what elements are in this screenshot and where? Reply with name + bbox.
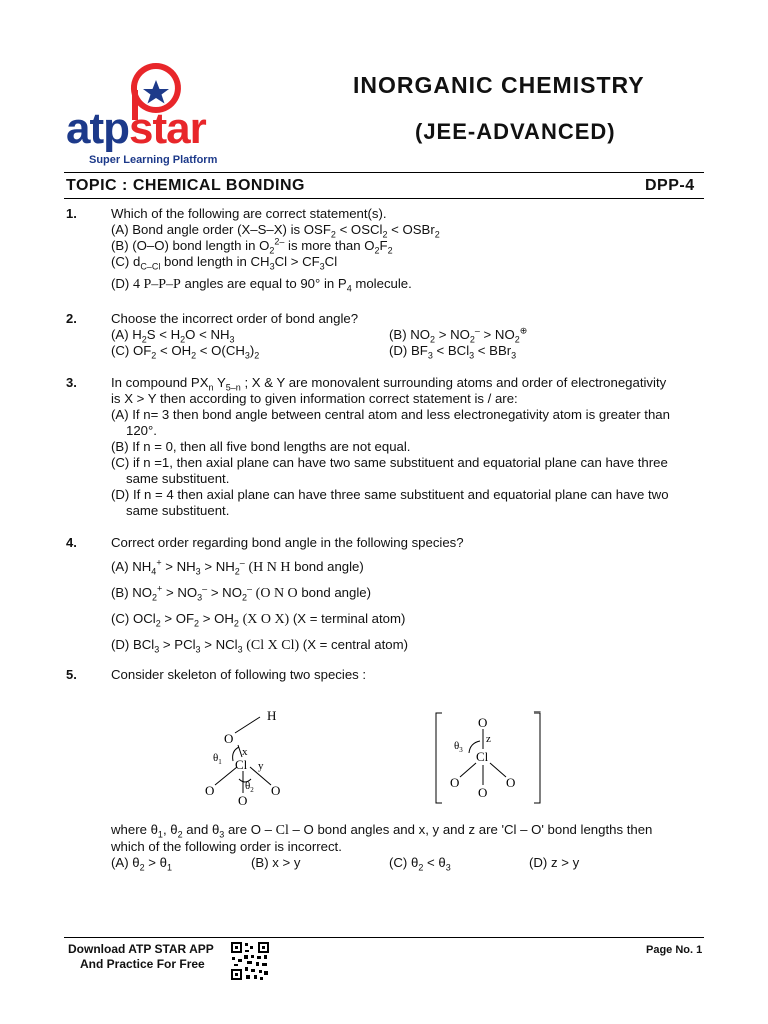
atom-label: H <box>267 708 277 723</box>
question-4 <box>111 535 711 654</box>
question-2 <box>111 311 711 359</box>
atom-label: O <box>238 793 248 808</box>
question-number: 1. <box>66 206 77 221</box>
option-d: (D) 4 P–P–P angles are equal to 90° in $P_4$ molecule. <box>111 276 412 294</box>
question-number: 4. <box>66 535 77 550</box>
option-c: (C) $d_{C-Cl}$ bond length in $CH_3Cl > CF_3Cl$ <box>111 254 338 272</box>
option-d: (D) $BF_3 < BCl_3 < BBr_3$ <box>389 343 517 361</box>
option-d: (D) If n = 4 then axial plane can have three same substituent and equatorial plane can have two <box>111 487 669 502</box>
atom-label: O <box>478 785 488 800</box>
bond-label: x <box>242 746 248 758</box>
footer-download: Download ATP STAR APP <box>68 942 214 956</box>
bond-label: y <box>258 760 264 772</box>
divider <box>64 172 704 173</box>
option-a: (A) Bond angle order (X–S–X) is $OSF_2$ < OSCl$_2$ < OSBr$_2$ <box>111 222 440 240</box>
option-a: (A) If n= 3 then bond angle between central atom and less electronegativity atom is greater than <box>111 407 670 422</box>
question-1 <box>111 206 711 293</box>
question-5-text: where $\theta_1$, $\theta_2$ and $\theta_3$ are O – Cl – O bond angles and x, y and z are 'Cl – O' bond lengths then which of the following order is incorrect. (A) $\theta_2 > \theta_1$ (B) x > y (C) $\theta_2 < \theta_3$ (D) z > y <box>111 822 653 873</box>
structure-diagram-1 <box>195 705 315 810</box>
bond-label: z <box>486 733 491 745</box>
question-number: 2. <box>66 311 77 326</box>
question-3: In compound $PX_n$ $Y_{5-n}$ ; X & Y are monovalent surrounding atoms and order of electronegativity is X > Y then according to given information correct statement is / are: (A) If n= 3 then bond angle between central atom and less electronegativity atom is greater than 120°. (B) If n = 0, then all five bond lengths are not equal. (C) if n =1, then axial plane can have two same substituent and equatorial plane can have three same substituent. (D) If n = 4 then axial plane can have three same substituent and equatorial plane can have two same substituent. <box>111 375 711 519</box>
angle-label: $\theta_3$ <box>454 740 463 754</box>
atom-label: O <box>478 715 488 730</box>
option-b: (B) x > y <box>251 855 301 870</box>
option-c: (C) $\theta_2 < \theta_3$ <box>389 855 451 873</box>
option-b: (B) $NO_2^+ > NO_3^- > NO_2^-$ (O N O bond angle) <box>111 583 371 603</box>
option-d: (D) BCl$_3$ > PCl$_3$ > NCl$_3$ (Cl X Cl) (X = central atom) <box>111 637 408 655</box>
option-b: (B) $NO_2 > NO_2^- > NO_2^\oplus$ <box>389 325 528 345</box>
question-number: 5. <box>66 667 77 682</box>
logo <box>66 62 246 170</box>
option-a: (A) $NH_4^+ > NH_3 > NH_2^-$ (H N H bond angle) <box>111 557 364 577</box>
atom-label: O <box>271 783 281 798</box>
logo-text-star: star <box>129 104 206 153</box>
atom-label: O <box>450 775 460 790</box>
page-title: INORGANIC CHEMISTRY <box>353 72 645 98</box>
option-b: (B) If n = 0, then all five bond lengths are not equal. <box>111 439 411 454</box>
atom-label: O <box>205 783 215 798</box>
question-number: 3. <box>66 375 77 390</box>
option-c: (C) if n =1, then axial plane can have two same substituent and equatorial plane can have three <box>111 455 668 470</box>
logo-tagline: Super Learning Platform <box>89 154 218 166</box>
option-c: (C) $OCl_2 > OF_2 > OH_2$ (X O X) (X = terminal atom) <box>111 611 406 629</box>
question-stem: Which of the following are correct statement(s). <box>111 206 387 221</box>
option-b: (B) (O–O) bond length in $O_2^{2-}$ is more than $O_2F_2$ <box>111 236 393 256</box>
atom-label: Cl <box>476 749 489 764</box>
question-stem: Correct order regarding bond angle in the following species? <box>111 535 464 550</box>
atom-label: O <box>224 731 234 746</box>
atom-label: Cl <box>235 757 248 772</box>
option-a: (A) $H_2S < H_2O < NH_3$ <box>111 327 235 345</box>
option-d: (D) z > y <box>529 855 580 870</box>
question-stem: Choose the incorrect order of bond angle? <box>111 311 359 326</box>
angle-label: $\theta_2$ <box>245 780 254 794</box>
charge-label: – <box>534 705 541 718</box>
question-stem: Consider skeleton of following two species : <box>111 667 367 682</box>
qr-code-icon <box>230 941 270 981</box>
structure-diagram-2 <box>432 705 552 810</box>
footer-practice: And Practice For Free <box>80 957 205 971</box>
question-stem: In compound $PX_n$ $Y_{5-n}$ ; X & Y are monovalent surrounding atoms and order of electronegativity <box>111 375 667 393</box>
dpp-label: DPP-4 <box>645 177 695 194</box>
atom-label: O <box>506 775 516 790</box>
angle-label: $\theta_1$ <box>213 752 222 766</box>
page-subtitle: (JEE-ADVANCED) <box>415 119 616 144</box>
logo-text-atp: atp <box>66 104 129 153</box>
topic-label: TOPIC : CHEMICAL BONDING <box>66 177 305 194</box>
footer-divider <box>64 937 704 938</box>
option-a: (A) $\theta_2 > \theta_1$ <box>111 855 172 873</box>
footer-page-number: Page No. 1 <box>646 944 703 956</box>
divider <box>64 198 704 199</box>
option-c: (C) $OF_2 < OH_2 < O(CH_3)_2$ <box>111 343 260 361</box>
